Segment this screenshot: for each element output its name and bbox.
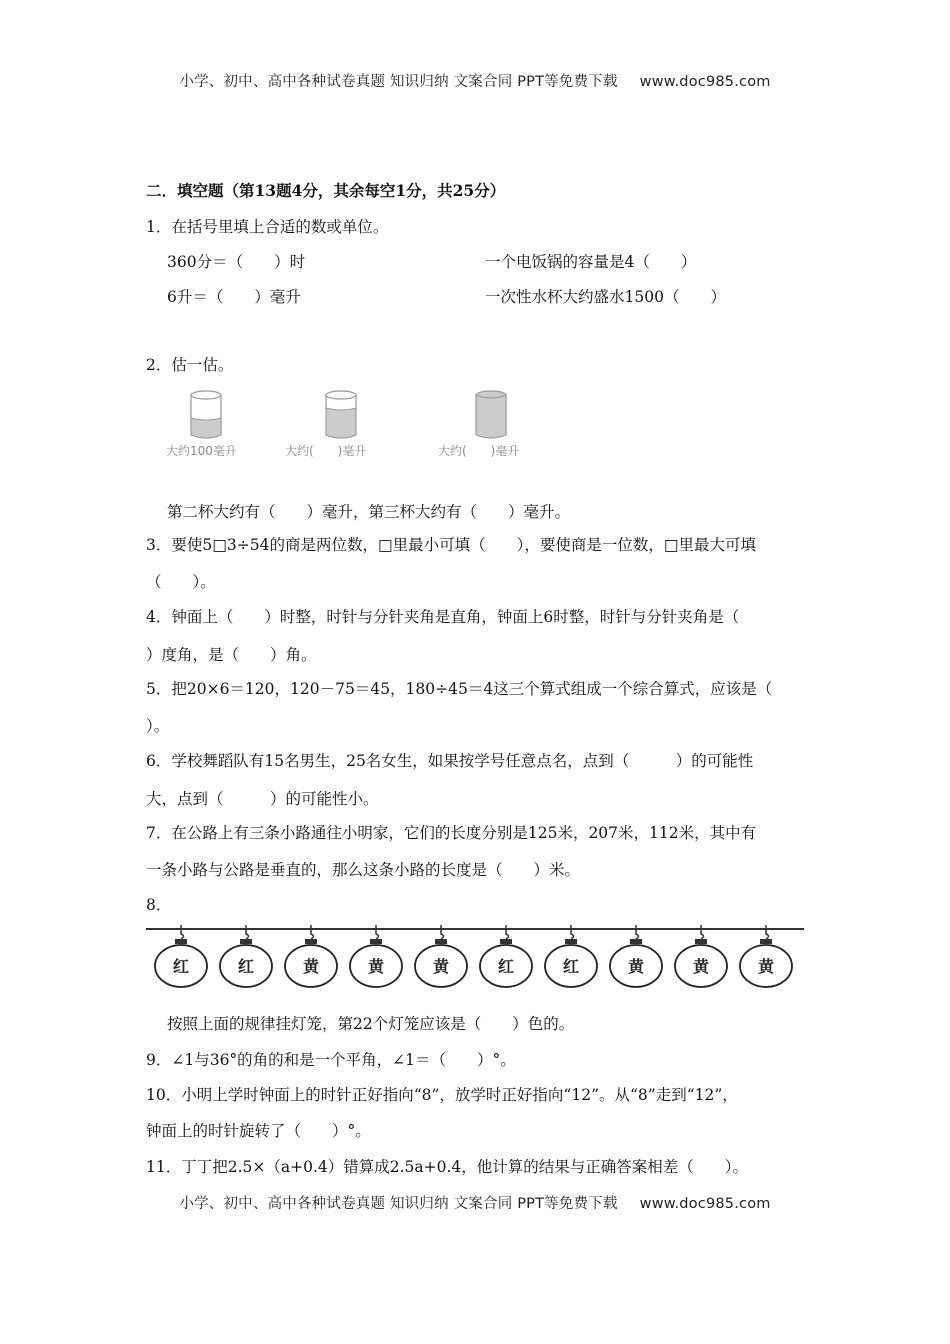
lantern-label: 红 — [497, 957, 515, 976]
q4-line1: 4．钟面上（ ）时整，时针与分针夹角是直角，钟面上6时整，时针与分针夹角是（ — [146, 608, 740, 626]
header-site[interactable]: www.doc985.com — [639, 74, 771, 90]
lantern-label: 黄 — [302, 957, 320, 976]
cup-2 — [285, 391, 366, 458]
lantern — [415, 925, 467, 987]
q7-line2: 一条小路与公路是垂直的，那么这条小路的长度是（ ）米。 — [146, 861, 581, 879]
lantern — [740, 925, 792, 987]
lantern-label: 红 — [562, 957, 580, 976]
lantern — [545, 925, 597, 987]
lantern-label: 红 — [237, 957, 255, 976]
q3-line1: 3．要使5□3÷54的商是两位数，□里最小可填（ ），要使商是一位数，□里最大可填 — [146, 536, 756, 554]
page-header — [0, 70, 950, 91]
lantern — [610, 925, 662, 987]
lantern — [220, 925, 272, 987]
header-text: 小学、初中、高中各种试卷真题 知识归纳 文案合同 PPT等免费下载 — [179, 74, 618, 90]
lantern — [480, 925, 532, 987]
cups-figure — [160, 385, 560, 465]
q10-line2: 钟面上的时针旋转了（ ）°。 — [146, 1122, 371, 1140]
q5-line2: ）。 — [146, 717, 170, 735]
q8-number: 8． — [146, 896, 172, 914]
q5-line1: 5．把20×6＝120，120－75＝45，180÷45＝4这三个算式组成一个综合算式，应该是（ — [146, 680, 773, 698]
q3-line2: （ ）。 — [146, 573, 216, 591]
q8-text: 按照上面的规律挂灯笼，第22个灯笼应该是（ ）色的。 — [167, 1015, 575, 1033]
lantern — [675, 925, 727, 987]
cup-2-label: 大约( )毫升 — [285, 444, 367, 458]
q2-answer: 第二杯大约有（ ）毫升，第三杯大约有（ ）毫升。 — [167, 503, 571, 521]
q1-b: 一个电饭锅的容量是4（ ） — [485, 253, 697, 271]
q1-stem: 1．在括号里填上合适的数或单位。 — [146, 218, 389, 236]
lantern-label: 黄 — [692, 957, 710, 976]
lantern-label: 黄 — [627, 957, 645, 976]
q7-line1: 7．在公路上有三条小路通往小明家，它们的长度分别是125米，207米，112米，其中有 — [146, 824, 757, 842]
footer-site[interactable]: www.doc985.com — [639, 1196, 771, 1212]
lantern — [350, 925, 402, 987]
lanterns-figure — [146, 922, 804, 994]
q1-a: 360分＝（ ）时 — [167, 253, 306, 271]
q6-line2: 大，点到（ ）的可能性小。 — [146, 790, 379, 808]
q6-line1: 6．学校舞蹈队有15名男生，25名女生，如果按学号任意点名，点到（ ）的可能性 — [146, 752, 754, 770]
lantern — [155, 925, 207, 987]
cup-3 — [438, 391, 519, 458]
q2-stem: 2．估一估。 — [146, 356, 234, 374]
lantern-label: 红 — [172, 957, 190, 976]
section-title: 二．填空题（第13题4分，其余每空1分，共25分） — [146, 181, 506, 200]
lantern-label: 黄 — [367, 957, 385, 976]
q10-line1: 10．小明上学时钟面上的时针正好指向“8”，放学时正好指向“12”。从“8”走到“12”， — [146, 1086, 738, 1104]
q11-text: 11．丁丁把2.5×（a+0.4）错算成2.5a+0.4，他计算的结果与正确答案相差（ ）。 — [146, 1158, 749, 1176]
q9-text: 9．∠1与36°的角的和是一个平角，∠1＝（ ）°。 — [146, 1051, 516, 1069]
q4-line2: ）度角，是（ ）角。 — [146, 646, 317, 664]
lantern-label: 黄 — [757, 957, 775, 976]
cup-1 — [166, 391, 237, 458]
q1-c: 6升＝（ ）毫升 — [167, 288, 301, 306]
lantern-label: 黄 — [432, 957, 450, 976]
cup-1-label: 大约100毫升 — [166, 444, 237, 458]
page-footer — [0, 1192, 950, 1213]
footer-text: 小学、初中、高中各种试卷真题 知识归纳 文案合同 PPT等免费下载 — [179, 1196, 618, 1212]
cup-3-label: 大约( )毫升 — [438, 444, 520, 458]
lantern — [285, 925, 337, 987]
q1-d: 一次性水杯大约盛水1500（ ） — [485, 288, 726, 306]
